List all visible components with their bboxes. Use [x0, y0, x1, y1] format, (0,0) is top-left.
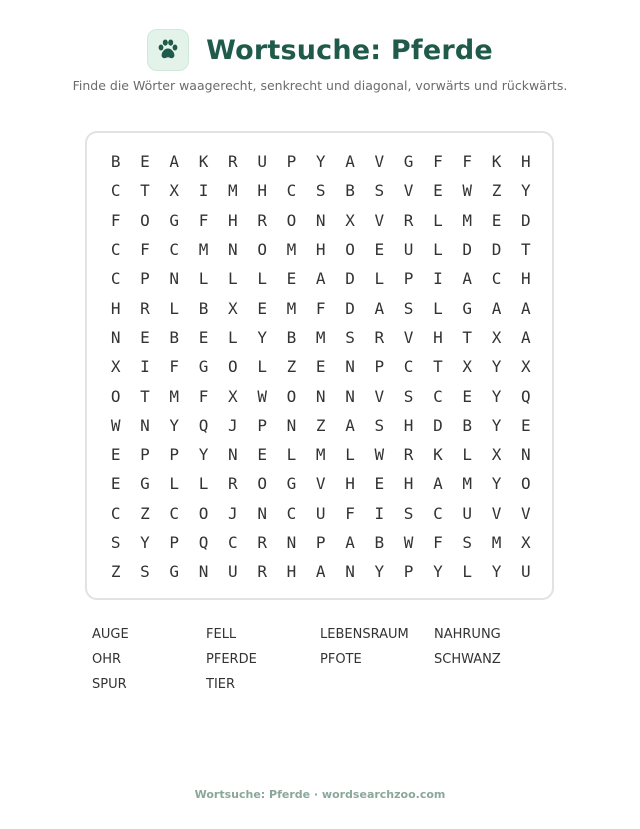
- grid-cell[interactable]: E: [257, 445, 267, 465]
- grid-cell[interactable]: V: [374, 386, 385, 406]
- grid-cell[interactable]: U: [257, 152, 267, 172]
- grid-cell[interactable]: H: [228, 210, 238, 230]
- grid-cell[interactable]: I: [198, 181, 209, 201]
- grid-cell[interactable]: A: [345, 415, 355, 435]
- grid-cell[interactable]: I: [433, 269, 443, 289]
- word-list: [92, 624, 572, 699]
- grid-cell[interactable]: U: [520, 562, 531, 582]
- grid-cell[interactable]: A: [520, 298, 531, 318]
- grid-cell[interactable]: A: [315, 562, 326, 582]
- grid-cell[interactable]: S: [403, 298, 414, 318]
- grid-cell[interactable]: E: [198, 327, 209, 347]
- grid-cell[interactable]: L: [228, 269, 238, 289]
- grid-cell[interactable]: X: [110, 357, 121, 377]
- grid-cell[interactable]: C: [110, 181, 121, 201]
- grid-cell[interactable]: C: [286, 503, 297, 523]
- grid-cell[interactable]: E: [520, 415, 531, 435]
- grid-cell[interactable]: H: [403, 415, 414, 435]
- grid-cell[interactable]: S: [315, 181, 326, 201]
- grid-cell[interactable]: M: [286, 240, 297, 260]
- grid-cell[interactable]: L: [433, 210, 443, 230]
- grid-cell[interactable]: Y: [374, 562, 385, 582]
- grid-cell[interactable]: S: [345, 327, 355, 347]
- grid-cell[interactable]: R: [257, 562, 267, 582]
- page-title: Wortsuche: Pferde: [206, 34, 493, 66]
- grid-cell[interactable]: G: [462, 298, 473, 318]
- grid-cell[interactable]: F: [345, 503, 355, 523]
- grid-cell[interactable]: C: [433, 386, 443, 406]
- word-item: LEBENSRAUM: [320, 627, 409, 642]
- grid-cell[interactable]: N: [520, 445, 531, 465]
- grid-cell[interactable]: Y: [491, 474, 502, 494]
- grid-cell[interactable]: S: [110, 533, 121, 552]
- grid-cell[interactable]: N: [315, 386, 326, 406]
- grid-cell[interactable]: S: [374, 415, 385, 435]
- grid-cell[interactable]: A: [345, 152, 355, 172]
- grid-cell[interactable]: S: [403, 386, 414, 406]
- grid-cell[interactable]: A: [462, 269, 473, 289]
- grid-cell[interactable]: B: [110, 152, 121, 172]
- grid-cell[interactable]: W: [462, 181, 473, 201]
- grid-cell[interactable]: L: [433, 240, 443, 260]
- grid-cell[interactable]: E: [257, 298, 267, 318]
- grid-cell[interactable]: E: [462, 386, 473, 406]
- grid-cell[interactable]: M: [169, 386, 180, 406]
- grid-cell[interactable]: C: [110, 269, 121, 289]
- grid-cell[interactable]: Y: [433, 562, 443, 582]
- grid-cell[interactable]: V: [491, 503, 502, 523]
- grid-cell[interactable]: Y: [491, 415, 502, 435]
- grid-cell[interactable]: K: [433, 445, 443, 465]
- word-item: SCHWANZ: [434, 652, 501, 667]
- grid-cell[interactable]: Y: [315, 152, 326, 172]
- grid-cell[interactable]: T: [520, 240, 531, 260]
- header: [0, 29, 640, 71]
- grid-cell[interactable]: J: [228, 503, 238, 523]
- word-item: PFERDE: [206, 652, 257, 667]
- grid-cell[interactable]: W: [403, 533, 414, 552]
- grid-cell[interactable]: L: [286, 445, 297, 465]
- grid-cell[interactable]: Z: [140, 503, 150, 523]
- grid-cell[interactable]: H: [433, 327, 443, 347]
- grid-cell[interactable]: Y: [491, 562, 502, 582]
- grid-cell[interactable]: V: [374, 210, 385, 230]
- grid-cell[interactable]: H: [345, 474, 355, 494]
- grid-cell[interactable]: P: [374, 357, 385, 377]
- grid-cell[interactable]: R: [403, 445, 414, 465]
- grid-cell[interactable]: N: [140, 415, 150, 435]
- grid-cell[interactable]: L: [169, 474, 180, 494]
- grid-cell[interactable]: B: [286, 327, 297, 347]
- word-item: AUGE: [92, 627, 129, 642]
- grid-cell[interactable]: N: [198, 562, 209, 582]
- grid-cell[interactable]: F: [110, 210, 121, 230]
- grid-cell[interactable]: X: [491, 327, 502, 347]
- grid-cell[interactable]: E: [140, 327, 150, 347]
- grid-cell[interactable]: O: [140, 210, 150, 230]
- grid-cell[interactable]: A: [433, 474, 443, 494]
- grid-cell[interactable]: B: [462, 415, 473, 435]
- grid-cell[interactable]: B: [198, 298, 209, 318]
- grid-cell[interactable]: O: [110, 386, 121, 406]
- grid-cell[interactable]: R: [257, 210, 267, 230]
- grid-cell[interactable]: R: [403, 210, 414, 230]
- grid-cell[interactable]: H: [257, 181, 267, 201]
- paw-icon: [156, 38, 180, 62]
- grid-cell[interactable]: C: [491, 269, 502, 289]
- grid-cell[interactable]: T: [462, 327, 473, 347]
- grid-cell[interactable]: N: [315, 210, 326, 230]
- grid-cell[interactable]: L: [257, 269, 267, 289]
- grid-cell[interactable]: N: [345, 357, 355, 377]
- grid-cell[interactable]: E: [433, 181, 443, 201]
- grid-cell[interactable]: L: [462, 445, 473, 465]
- grid-cell[interactable]: U: [228, 562, 238, 582]
- grid-cell[interactable]: V: [403, 181, 414, 201]
- grid-cell[interactable]: N: [110, 327, 121, 347]
- grid-cell[interactable]: P: [140, 445, 150, 465]
- grid-cell[interactable]: F: [169, 357, 180, 377]
- grid-cell[interactable]: H: [286, 562, 297, 582]
- grid-cell[interactable]: O: [257, 240, 267, 260]
- grid-cell[interactable]: Y: [140, 533, 150, 552]
- grid-cell[interactable]: D: [433, 415, 443, 435]
- grid-cell[interactable]: N: [228, 240, 238, 260]
- grid-cell[interactable]: W: [374, 445, 385, 465]
- grid-cell[interactable]: E: [374, 240, 385, 260]
- grid-cell[interactable]: N: [257, 503, 267, 523]
- grid-cell[interactable]: P: [403, 269, 414, 289]
- grid-cell[interactable]: V: [374, 152, 385, 172]
- grid-cell[interactable]: N: [345, 562, 355, 582]
- grid-cell[interactable]: C: [169, 503, 180, 523]
- grid-cell[interactable]: A: [491, 298, 502, 318]
- grid-cell[interactable]: C: [169, 240, 180, 260]
- grid-cell[interactable]: M: [198, 240, 209, 260]
- grid-cell[interactable]: E: [374, 474, 385, 494]
- grid-cell[interactable]: F: [198, 386, 209, 406]
- grid-cell[interactable]: F: [433, 152, 443, 172]
- grid-cell[interactable]: N: [228, 445, 238, 465]
- grid-cell[interactable]: L: [374, 269, 385, 289]
- grid-cell[interactable]: A: [374, 298, 385, 318]
- grid-cell[interactable]: L: [228, 327, 238, 347]
- grid-cell[interactable]: J: [228, 415, 238, 435]
- grid-cell[interactable]: D: [491, 240, 502, 260]
- word-item: FELL: [206, 627, 237, 642]
- grid-cell[interactable]: F: [433, 533, 443, 552]
- grid-cell[interactable]: C: [110, 503, 121, 523]
- grid-cell[interactable]: M: [462, 474, 473, 494]
- letter-grid: [101, 147, 540, 586]
- word-item: NAHRUNG: [434, 627, 501, 642]
- grid-cell[interactable]: D: [520, 210, 531, 230]
- grid-cell[interactable]: M: [315, 327, 326, 347]
- grid-cell[interactable]: G: [169, 562, 180, 582]
- word-item: PFOTE: [320, 652, 362, 667]
- grid-cell[interactable]: E: [286, 269, 297, 289]
- grid-cell[interactable]: C: [228, 533, 238, 552]
- grid-cell[interactable]: O: [345, 240, 355, 260]
- grid-cell[interactable]: K: [198, 152, 209, 172]
- grid-cell[interactable]: F: [462, 152, 473, 172]
- grid-cell[interactable]: X: [345, 210, 355, 230]
- grid-cell[interactable]: D: [345, 298, 355, 318]
- grid-cell[interactable]: T: [140, 386, 150, 406]
- grid-cell[interactable]: L: [198, 474, 209, 494]
- grid-cell[interactable]: H: [520, 269, 531, 289]
- grid-cell[interactable]: H: [403, 474, 414, 494]
- grid-cell[interactable]: Q: [520, 386, 531, 406]
- grid-cell[interactable]: U: [403, 240, 414, 260]
- instructions: Finde die Wörter waagerecht, senkrecht und diagonal, vorwärts und rückwärts.: [72, 78, 568, 93]
- grid-cell[interactable]: E: [110, 445, 121, 465]
- grid-cell[interactable]: A: [315, 269, 326, 289]
- grid-cell[interactable]: G: [140, 474, 150, 494]
- grid-cell[interactable]: A: [169, 152, 180, 172]
- grid-cell[interactable]: R: [228, 152, 238, 172]
- grid-cell[interactable]: S: [374, 181, 385, 201]
- grid-cell[interactable]: B: [169, 327, 180, 347]
- grid-cell[interactable]: X: [228, 298, 238, 318]
- grid-cell[interactable]: O: [286, 210, 297, 230]
- grid-cell[interactable]: Y: [491, 386, 502, 406]
- grid-cell[interactable]: Y: [257, 327, 267, 347]
- grid-cell[interactable]: B: [374, 533, 385, 552]
- grid-cell[interactable]: N: [286, 415, 297, 435]
- grid-cell[interactable]: P: [140, 269, 150, 289]
- grid-cell[interactable]: Z: [286, 357, 297, 377]
- grid-cell[interactable]: P: [257, 415, 267, 435]
- grid-cell[interactable]: C: [286, 181, 297, 201]
- grid-cell[interactable]: M: [228, 181, 238, 201]
- grid-cell[interactable]: Z: [315, 415, 326, 435]
- grid-cell[interactable]: U: [462, 503, 473, 523]
- grid-cell[interactable]: V: [315, 474, 326, 494]
- grid-cell[interactable]: U: [315, 503, 326, 523]
- grid-cell[interactable]: E: [140, 152, 150, 172]
- grid-cell[interactable]: M: [491, 533, 502, 552]
- grid-cell[interactable]: H: [315, 240, 326, 260]
- footer: Wortsuche: Pferde · wordsearchzoo.com: [194, 788, 446, 801]
- grid-cell[interactable]: R: [140, 298, 150, 318]
- word-item: TIER: [206, 677, 236, 692]
- grid-cell[interactable]: S: [140, 562, 150, 582]
- grid-cell[interactable]: P: [169, 533, 180, 552]
- grid-cell[interactable]: S: [403, 503, 414, 523]
- grid-cell[interactable]: V: [403, 327, 414, 347]
- grid-cell[interactable]: D: [345, 269, 355, 289]
- grid-cell[interactable]: X: [520, 533, 531, 552]
- grid-cell[interactable]: G: [169, 210, 180, 230]
- word-item: OHR: [92, 652, 122, 667]
- grid-cell[interactable]: L: [462, 562, 473, 582]
- grid-cell[interactable]: F: [140, 240, 150, 260]
- grid-cell[interactable]: L: [345, 445, 355, 465]
- grid-cell[interactable]: H: [110, 298, 121, 318]
- grid-cell[interactable]: K: [491, 152, 502, 172]
- grid-cell[interactable]: P: [315, 533, 326, 552]
- grid-cell[interactable]: X: [228, 386, 238, 406]
- grid-cell[interactable]: L: [257, 357, 267, 377]
- grid-cell[interactable]: L: [198, 269, 209, 289]
- grid-cell[interactable]: R: [374, 327, 385, 347]
- grid-cell[interactable]: P: [286, 152, 297, 172]
- grid-cell[interactable]: G: [286, 474, 297, 494]
- grid-cell[interactable]: R: [257, 533, 267, 552]
- grid-cell[interactable]: E: [110, 474, 121, 494]
- grid-cell[interactable]: Y: [520, 181, 531, 201]
- grid-cell[interactable]: M: [462, 210, 473, 230]
- grid-cell[interactable]: R: [228, 474, 238, 494]
- logo: [147, 29, 189, 71]
- grid-cell[interactable]: L: [169, 298, 180, 318]
- grid-cell[interactable]: P: [169, 445, 180, 465]
- grid-cell[interactable]: G: [198, 357, 209, 377]
- grid-cell[interactable]: O: [198, 503, 209, 523]
- grid-cell[interactable]: E: [315, 357, 326, 377]
- grid-cell[interactable]: W: [257, 386, 267, 406]
- puzzle-grid-frame: [85, 131, 554, 600]
- grid-cell[interactable]: V: [520, 503, 531, 523]
- grid-cell[interactable]: L: [433, 298, 443, 318]
- grid-cell[interactable]: F: [198, 210, 209, 230]
- grid-cell[interactable]: O: [257, 474, 267, 494]
- grid-cell[interactable]: D: [462, 240, 473, 260]
- grid-cell[interactable]: O: [286, 386, 297, 406]
- grid-cell[interactable]: M: [315, 445, 326, 465]
- grid-cell[interactable]: P: [403, 562, 414, 582]
- grid-cell[interactable]: I: [374, 503, 385, 523]
- grid-cell[interactable]: X: [520, 357, 531, 377]
- grid-cell[interactable]: N: [286, 533, 297, 552]
- grid-cell[interactable]: E: [491, 210, 502, 230]
- grid-cell[interactable]: X: [169, 181, 180, 201]
- grid-cell[interactable]: Z: [491, 181, 502, 201]
- grid-cell[interactable]: N: [169, 269, 180, 289]
- grid-cell[interactable]: Y: [491, 357, 502, 377]
- word-item: SPUR: [92, 677, 127, 692]
- grid-cell[interactable]: C: [110, 240, 121, 260]
- grid-cell[interactable]: Q: [198, 533, 209, 552]
- grid-cell[interactable]: M: [286, 298, 297, 318]
- grid-cell[interactable]: A: [520, 327, 531, 347]
- grid-cell[interactable]: A: [345, 533, 355, 552]
- grid-cell[interactable]: C: [433, 503, 443, 523]
- grid-cell[interactable]: O: [520, 474, 531, 494]
- grid-cell[interactable]: G: [403, 152, 414, 172]
- grid-cell[interactable]: O: [228, 357, 238, 377]
- grid-cell[interactable]: C: [403, 357, 414, 377]
- grid-cell[interactable]: Y: [198, 445, 209, 465]
- grid-cell[interactable]: B: [345, 181, 355, 201]
- grid-cell[interactable]: X: [462, 357, 473, 377]
- grid-cell[interactable]: Q: [198, 415, 209, 435]
- grid-cell[interactable]: Z: [110, 562, 121, 582]
- grid-cell[interactable]: N: [345, 386, 355, 406]
- grid-cell[interactable]: S: [462, 533, 473, 552]
- grid-cell[interactable]: X: [491, 445, 502, 465]
- grid-cell[interactable]: T: [433, 357, 443, 377]
- grid-cell[interactable]: W: [110, 415, 121, 435]
- grid-cell[interactable]: F: [315, 298, 326, 318]
- grid-cell[interactable]: H: [520, 152, 531, 172]
- grid-cell[interactable]: I: [140, 357, 150, 377]
- grid-cell[interactable]: T: [140, 181, 150, 201]
- grid-cell[interactable]: Y: [169, 415, 180, 435]
